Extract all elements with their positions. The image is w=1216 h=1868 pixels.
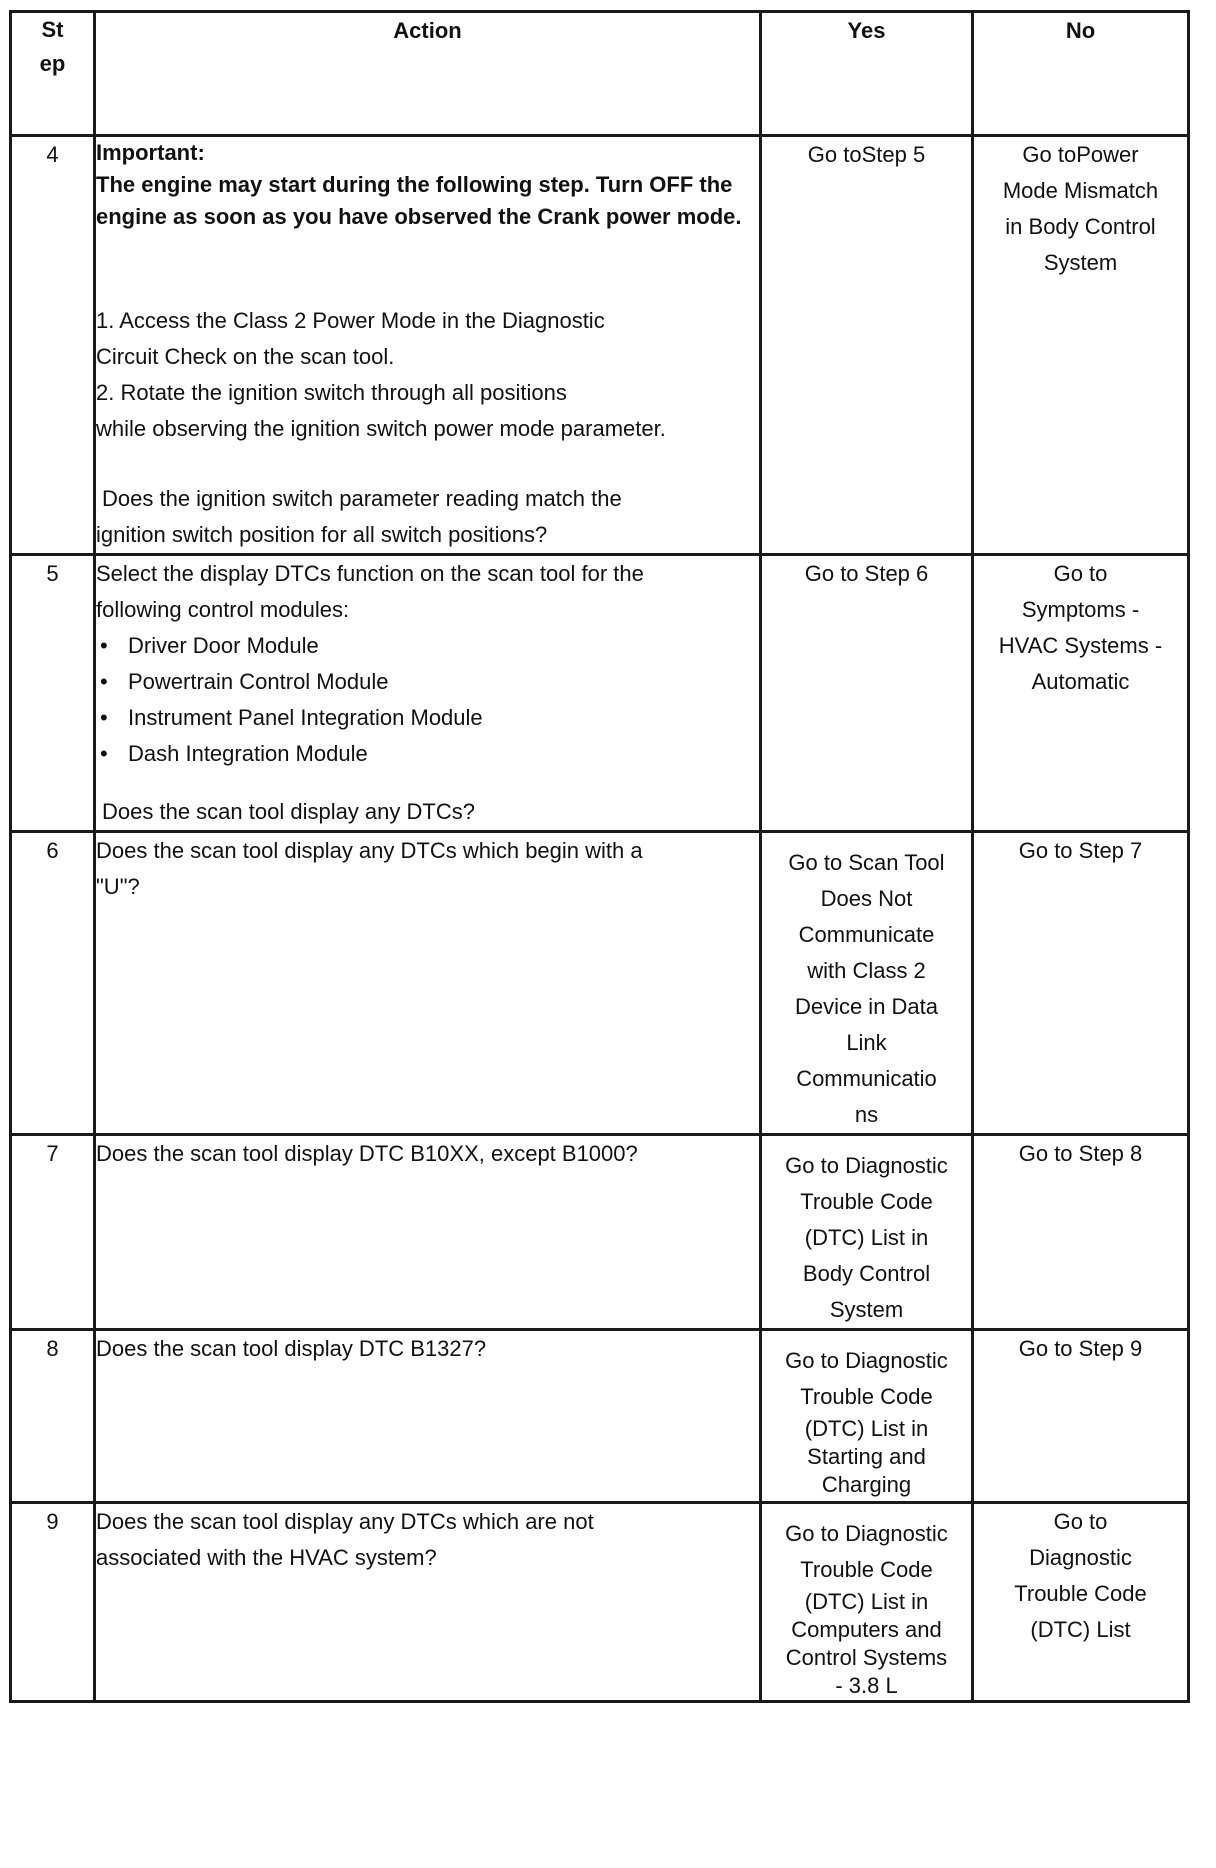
header-action: Action [95,12,761,136]
action-cell [95,1503,761,1702]
list-item: • Dash Integration Module [96,736,759,772]
list-item: • Powertrain Control Module [96,664,759,700]
diagnostic-table [9,10,1190,1703]
question-text: Does the scan tool display DTC B10XX, except B1000? [96,1141,638,1166]
action-cell [95,136,761,555]
question-text: Does the scan tool display any DTCs which are not [96,1509,594,1534]
question-text: Does the scan tool display DTC B1327? [96,1336,487,1361]
important-label: Important: [96,140,205,165]
step-number: 6 [11,832,95,1135]
step-number: 9 [11,1503,95,1702]
yes-link[interactable]: Go to Diagnostic Trouble Code (DTC) List in Computers and Control Systems - 3.8 L [785,1521,948,1698]
no-cell [973,1503,1189,1702]
question-text-continued: "U"? [96,874,140,899]
header-no: No [973,12,1189,136]
yes-link[interactable]: Go to Step 6 [804,561,929,586]
procedure-item: 2. Rotate the ignition switch through all positions [96,380,567,405]
action-cell [95,1135,761,1330]
question-text-continued: ignition switch position for all switch positions? [96,522,548,547]
no-cell [973,832,1189,1135]
table-row [11,1135,1189,1330]
question-text-continued: associated with the HVAC system? [96,1545,437,1570]
step-number: 5 [11,555,95,832]
no-link[interactable]: Go to Diagnostic Trouble Code (DTC) List [1014,1509,1147,1642]
action-cell [95,832,761,1135]
table-row [11,1503,1189,1702]
header-yes: Yes [761,12,973,136]
question-text: Does the scan tool display any DTCs which begin with a [96,838,643,863]
no-cell [973,1330,1189,1503]
no-link[interactable]: Go to Step 8 [1018,1141,1143,1166]
no-link[interactable]: Go to Symptoms - HVAC Systems - Automatic [998,561,1163,694]
intro-text: Select the display DTCs function on the scan tool for the [96,561,644,586]
question-text: Does the ignition switch parameter reading match the [102,486,622,511]
table-header-row [11,12,1189,136]
action-cell [95,1330,761,1503]
step-number: 8 [11,1330,95,1503]
no-link[interactable]: Go to Step 7 [1018,838,1143,863]
yes-cell [761,555,973,832]
procedure-item-continued: Circuit Check on the scan tool. [96,344,395,369]
intro-text-continued: following control modules: [96,597,350,622]
yes-cell [761,1135,973,1330]
table-row [11,1330,1189,1503]
action-cell [95,555,761,832]
yes-cell [761,136,973,555]
procedure-item: 1. Access the Class 2 Power Mode in the Diagnostic [96,308,605,333]
list-item: • Driver Door Module [96,628,759,664]
no-cell [973,1135,1189,1330]
table-row [11,555,1189,832]
yes-link[interactable]: Go toStep 5 [807,142,926,167]
question-text: Does the scan tool display any DTCs? [102,799,475,824]
no-link[interactable]: Go to Step 9 [1018,1336,1143,1361]
table-row [11,832,1189,1135]
procedure-item-continued: while observing the ignition switch power mode parameter. [96,416,666,441]
yes-cell [761,1503,973,1702]
table-row [11,136,1189,555]
yes-link[interactable]: Go to Scan Tool Does Not Communicate with Class 2 Device in Data Link Communicatio ns [788,850,945,1127]
important-text: The engine may start during the following step. Turn OFF the engine as soon as you have observed the Crank power mode. [96,172,742,229]
yes-link[interactable]: Go to Diagnostic Trouble Code (DTC) List in Starting and Charging [785,1348,948,1497]
step-number: 4 [11,136,95,555]
no-cell [973,555,1189,832]
yes-cell [761,1330,973,1503]
list-item: • Instrument Panel Integration Module [96,700,759,736]
no-cell [973,136,1189,555]
no-link[interactable]: Go toPower Mode Mismatch in Body Control System [1002,142,1159,275]
yes-cell [761,832,973,1135]
step-number: 7 [11,1135,95,1330]
yes-link[interactable]: Go to Diagnostic Trouble Code (DTC) List in Body Control System [785,1153,948,1322]
header-step: St ep [11,12,95,136]
module-list [96,628,759,772]
